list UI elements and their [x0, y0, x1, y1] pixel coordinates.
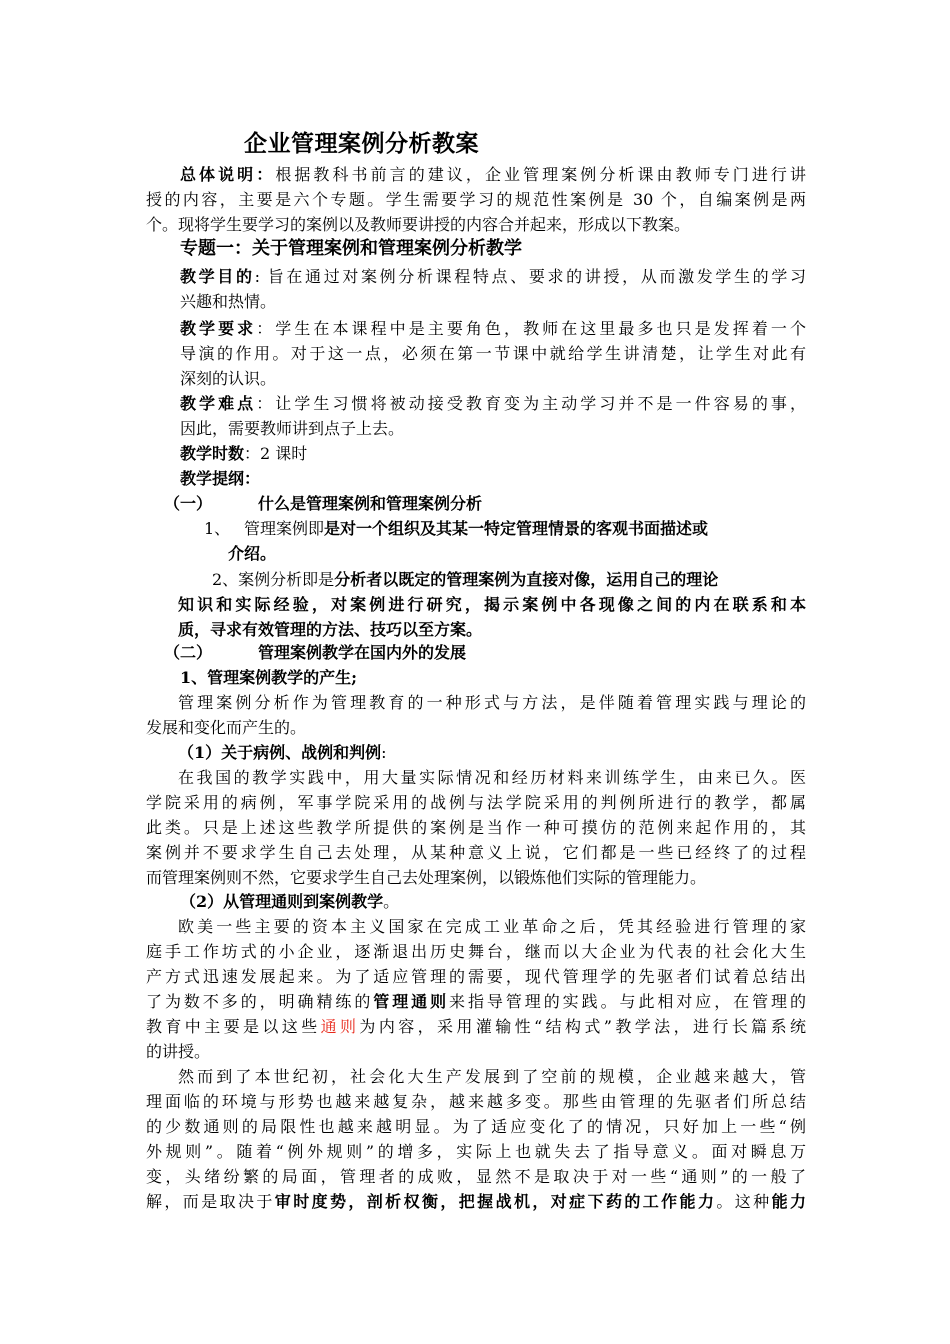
sub1-heading: 1、管理案例教学的产生;	[180, 668, 358, 687]
goal-line-2: 兴趣和热情。	[180, 292, 277, 311]
item1-line-2: 介绍。	[228, 544, 277, 563]
p4-line-6	[146, 1189, 806, 1214]
p3-line-4	[146, 989, 806, 1014]
item2-line-1	[212, 567, 718, 592]
item1-line-1	[244, 516, 708, 541]
goal-text-1: : 旨在通过对案例分析课程特点、要求的讲授，从而激发学生的学习	[254, 267, 806, 286]
item2-text-b: 分析者以既定的管理案例为直接对像，运用自己的理论	[334, 570, 719, 589]
sub2-tail: :	[381, 743, 387, 762]
section2-title: 管理案例教学在国内外的发展	[258, 643, 467, 662]
hours-value: ：2 课时	[244, 444, 308, 463]
sub2-heading	[178, 740, 387, 765]
req-line-2: 导演的作用。对于这一点，必须在第一节课中就给学生讲清楚，让学生对此有	[180, 344, 806, 363]
p4-line-2: 理面临的环境与形势也越来越复杂，越来越多变。那些由管理的先驱者们所总结	[146, 1092, 806, 1111]
req-label: 教学要求	[180, 319, 257, 338]
p3-line-6: 的讲授。	[146, 1042, 211, 1061]
hours-line	[180, 441, 307, 466]
section1-num: （一）	[164, 494, 213, 513]
outline-label: 教学提纲：	[180, 469, 261, 488]
diff-line-2: 因此，需要教师讲到点子上去。	[180, 419, 405, 438]
goal-label: 教学目的	[180, 267, 255, 286]
intro-line-3: 个。现将学生要学习的案例以及教师要讲授的内容合并起来，形成以下教案。	[146, 215, 691, 234]
p3-line-2: 庭手工作坊式的小企业，逐渐退出历史舞台，继而以大企业为代表的社会化大生	[146, 942, 806, 961]
section1-title: 什么是管理案例和管理案例分析	[258, 494, 483, 513]
topic1-heading: 专题一：关于管理案例和管理案例分析教学	[180, 238, 522, 259]
intro-line-1	[180, 162, 806, 187]
p4-text-6a: 解，而是取决于	[146, 1192, 275, 1211]
p3-line-1: 欧美一些主要的资本主义国家在完成工业革命之后，凭其经验进行管理的家	[178, 917, 806, 936]
p1-line-2: 发展和变化而产生的。	[146, 718, 307, 737]
p4-line-3: 的少数通则的局限性也越来越明显。为了适应变化了的情况，只好加上一些“例	[146, 1117, 806, 1136]
item2-line-3: 质，寻求有效管理的方法、技巧以至方案。	[178, 620, 483, 639]
p4-line-4: 外规则”。随着“例外规则”的增多，实际上也就失去了指导意义。面对瞬息万	[146, 1142, 806, 1161]
document-title: 企业管理案例分析教案	[244, 131, 479, 157]
intro-line-2: 授的内容，主要是六个专题。学生需要学习的规范性案例是 30 个，自编案例是两	[146, 190, 806, 209]
p4-text-6d: 能力	[771, 1192, 806, 1211]
diff-line-1	[180, 391, 806, 416]
p2-line-5: 而管理案例则不然，它要求学生自己去处理案例，以锻炼他们实际的管理能力。	[146, 868, 707, 887]
diff-text-1: ：让学生习惯将被动接受教育变为主动学习并不是一件容易的事，	[256, 394, 806, 413]
item2-line-2: 知识和实际经验，对案例进行研究，揭示案例中各现像之间的内在联系和本	[178, 595, 806, 614]
p2-line-2: 学院采用的病例，军事学院采用的战例与法学院采用的判例所进行的教学，都属	[146, 793, 806, 812]
sub2-text: （1）关于病例、战例和判例	[178, 743, 382, 762]
p3-text-4b: 管理通则	[373, 992, 450, 1011]
sub3-tail: 。	[383, 892, 400, 911]
p2-line-1: 在我国的教学实践中，用大量实际情况和经历材料来训练学生，由来已久。医	[178, 768, 806, 787]
p3-line-3: 产方式迅速发展起来。为了适应管理的需要，现代管理学的先驱者们试着总结出	[146, 967, 806, 986]
p3-text-5c: 为内容，采用灌输性“结构式”教学法，进行长篇系统	[359, 1017, 806, 1036]
p3-text-4a: 了为数不多的，明确精练的	[146, 992, 374, 1011]
p4-line-5: 变，头绪纷繁的局面，管理者的成败，显然不是取决于对一些“通则”的一般了	[146, 1167, 806, 1186]
item1-num: 1、	[204, 519, 231, 538]
item2-text-a: 2、案例分析即是	[212, 570, 335, 589]
p4-line-1: 然而到了本世纪初，社会化大生产发展到了空前的规模，企业越来越大，管	[178, 1067, 806, 1086]
p2-line-4: 案例并不要求学生自己去处理，从某种意义上说，它们都是一些已经终了的过程	[146, 843, 806, 862]
p2-line-3: 此类。只是上述这些教学所提供的案例是当作一种可摸仿的范例来起作用的，其	[146, 818, 806, 837]
sub3-heading	[180, 889, 399, 914]
section2-num: （二）	[164, 643, 213, 662]
p4-text-6b: 审时度势，剖析权衡，把握战机，对症下药的工作能力	[274, 1192, 717, 1211]
p3-text-5b: 通则	[320, 1017, 360, 1036]
p1-line-1: 管理案例分析作为管理教育的一种形式与方法，是伴随着管理实践与理论的	[178, 693, 806, 712]
sub3-text: （2）从管理通则到案例教学	[180, 892, 384, 911]
p4-text-6c: 。这种	[716, 1192, 772, 1211]
intro-text-1: 根据教科书前言的建议，企业管理案例分析课由教师专门进行讲	[275, 165, 806, 184]
diff-label: 教学难点	[180, 394, 257, 413]
p3-text-4c: 来指导管理的实践。与此相对应，在管理的	[449, 992, 806, 1011]
p3-line-5	[146, 1014, 806, 1039]
req-line-3: 深刻的认识。	[180, 369, 277, 388]
intro-label: 总体说明：	[180, 165, 276, 184]
p3-text-5a: 教育中主要是以这些	[146, 1017, 321, 1036]
item1-text-b: 是对一个组织及其某一特定管理情景的客观书面描述或	[324, 519, 709, 538]
req-text-1: ：学生在本课程中是主要角色，教师在这里最多也只是发挥着一个	[256, 319, 806, 338]
req-line-1	[180, 316, 806, 341]
hours-label: 教学时数	[180, 444, 245, 463]
goal-line-1	[180, 264, 806, 289]
item1-text-a: 管理案例即	[244, 519, 325, 538]
